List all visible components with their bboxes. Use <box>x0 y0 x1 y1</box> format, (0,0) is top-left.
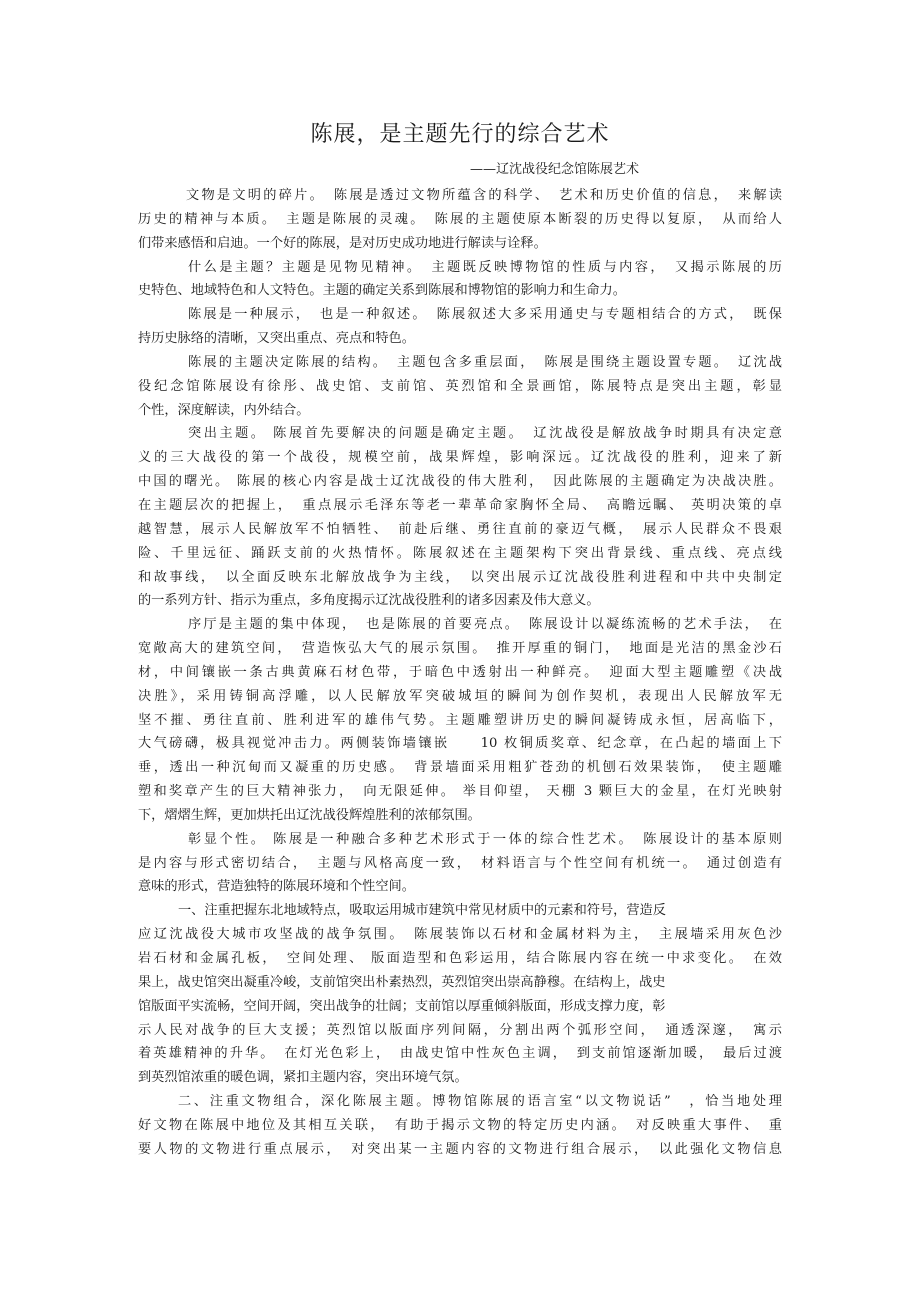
text-line: 要人物的文物进行重点展示， 对突出某一主题内容的文物进行组合展示， 以此强化文物信息 <box>138 1141 782 1157</box>
text-line: 宽敞高大的建筑空间， 营造恢弘大气的展示氛围。 推开厚重的铜门， 地面是光洁的黑金沙石 <box>138 641 782 657</box>
text-line: 材，中间镶嵌一条古典黄麻石材色带，于暗色中透射出一种鲜亮。 迎面大型主题雕塑《决战 <box>138 664 782 680</box>
text-line: 序厅是主题的集中体现， 也是陈展的首要亮点。 陈展设计以凝练流畅的艺术手法， 在 <box>188 617 782 633</box>
text-line: 义的三大战役的第一个战役，规模空前，战果辉煌，影响深远。辽沈战役的胜利，迎来了新 <box>138 450 782 466</box>
text-line: 意味的形式，营造独特的陈展环境和个性空间。 <box>138 879 415 895</box>
text-line: 陈展是一种展示， 也是一种叙述。 陈展叙述大多采用通史与专题相结合的方式， 既保 <box>188 307 782 323</box>
text-line: 一、注重把握东北地域特点，吸取运用城市建筑中常见材质中的元素和符号，营造反 <box>178 903 666 919</box>
text-line: 役纪念馆陈展设有徐彤、战史馆、支前馆、英烈馆和全景画馆，陈展特点是突出主题，彰显 <box>138 378 782 394</box>
text-line: 塑和奖章产生的巨大精神张力， 向无限延伸。 举目仰望， 天棚 3 颗巨大的金星，在灯光映射 <box>138 784 782 800</box>
text-line: 决胜》，采用铸铜高浮雕，以人民解放军突破城垣的瞬间为创作契机，表现出人民解放军无 <box>138 688 782 704</box>
page-title: 陈展，是主题先行的综合艺术 <box>310 122 610 147</box>
text-line: 的一系列方针、指示为重点，多角度揭示辽沈战役胜利的诸多因素及伟大意义。 <box>138 593 600 609</box>
text-line: 史特色、地域特色和人文特色。主题的确定关系到陈展和博物馆的影响力和生命力。 <box>138 283 626 299</box>
text-line: 在主题层次的把握上， 重点展示毛泽东等老一辈革命家胸怀全局、 高瞻远瞩、 英明决策的卓 <box>138 497 782 513</box>
text-line: 和故事线， 以全面反映东北解放战争为主线， 以突出展示辽沈战役胜利进程和中共中央制定 <box>138 569 782 585</box>
text-line: 险、千里远征、踊跃支前的火热情怀。陈展叙述在主题架构下突出背景线、重点线、亮点线 <box>138 545 782 561</box>
text-line: 好文物在陈展中地位及其相互关联， 有助于揭示文物的特定历史内涵。 对反映重大事件、 重 <box>138 1117 782 1133</box>
text-line: 大气磅礴，极具视觉冲击力。两侧装饰墙镶嵌 10 枚铜质奖章、纪念章，在凸起的墙面上下 <box>138 736 782 752</box>
text-line: 下，熠熠生辉，更加烘托出辽沈战役辉煌胜利的浓郁氛围。 <box>138 807 481 823</box>
text-line: 突出主题。 陈展首先要解决的问题是确定主题。 辽沈战役是解放战争时期具有决定意 <box>188 426 782 442</box>
text-line: 馆版面平实流畅，空间开阔，突出战争的壮阔；支前馆以厚重倾斜版面，形成支撑力度，彰 <box>138 998 666 1014</box>
text-line: 们带来感悟和启迪。一个好的陈展，是对历史成功地进行解读与诠释。 <box>138 235 547 251</box>
text-line: 彰显个性。 陈展是一种融合多种艺术形式于一体的综合性艺术。 陈展设计的基本原则 <box>188 831 782 847</box>
text-line: 岩石材和金属孔板， 空间处理、 版面造型和色彩运用，结合陈展内容在统一中求变化。 在效 <box>138 951 782 966</box>
text-line: 中国的曙光。 陈展的核心内容是战士辽沈战役的伟大胜利， 因此陈展的主题确定为决战决胜。 <box>138 474 782 490</box>
text-line: 坚不摧、勇往直前、胜利进军的雄伟气势。主题雕塑讲历史的瞬间凝铸成永恒，居高临下， <box>138 712 782 728</box>
text-line: 应辽沈战役大城市攻坚战的战争氛围。 陈展装饰以石材和金属材料为主， 主展墙采用灰色沙 <box>138 927 782 943</box>
text-line: 越智慧，展示人民解放军不怕牺牲、 前赴后继、勇往直前的豪迈气概， 展示人民群众不畏艰 <box>138 521 782 537</box>
page-subtitle: ——辽沈战役纪念馆陈展艺术 <box>470 162 640 177</box>
text-line: 文物是文明的碎片。 陈展是透过文物所蕴含的科学、 艺术和历史价值的信息， 来解读 <box>186 188 782 203</box>
text-line: 历史的精神与本质。 主题是陈展的灵魂。 陈展的主题使原本断裂的历史得以复原， 从而给人 <box>138 211 782 227</box>
text-line: 陈展的主题决定陈展的结构。 主题包含多重层面， 陈展是围绕主题设置专题。 辽沈战 <box>188 354 782 370</box>
text-line: 垂，透出一种沉甸而又凝重的历史感。 背景墙面采用粗犷苍劲的机刨石效果装饰， 使主题雕 <box>138 760 782 776</box>
text-line: 持历史脉络的清晰，又突出重点、亮点和特色。 <box>138 331 415 347</box>
text-line: 二、注重文物组合，深化陈展主题。博物馆陈展的语言室“以文物说话” ，恰当地处理 <box>178 1094 782 1110</box>
text-line: 示人民对战争的巨大支援；英烈馆以版面序列间隔，分割出两个弧形空间， 通透深邃， 寓示 <box>138 1022 782 1038</box>
text-line: 着英雄精神的升华。 在灯光色彩上， 由战史馆中性灰色主调， 到支前馆逐渐加暖， 最后过渡 <box>138 1046 782 1062</box>
text-line: 果上，战史馆突出凝重冷峻，支前馆突出朴素热烈，英烈馆突出崇高静穆。在结构上，战史 <box>138 974 666 990</box>
text-line: 个性，深度解读，内外结合。 <box>138 402 310 418</box>
document-body <box>138 184 782 1162</box>
text-line: 是内容与形式密切结合， 主题与风格高度一致， 材料语言与个性空间有机统一。 通过创造有 <box>138 855 782 871</box>
text-line: 什么是主题？主题是见物见精神。 主题既反映博物馆的性质与内容， 又揭示陈展的历 <box>188 259 782 275</box>
text-line: 到英烈馆浓重的暖色调，紧扣主题内容，突出环境气氛。 <box>138 1070 468 1086</box>
